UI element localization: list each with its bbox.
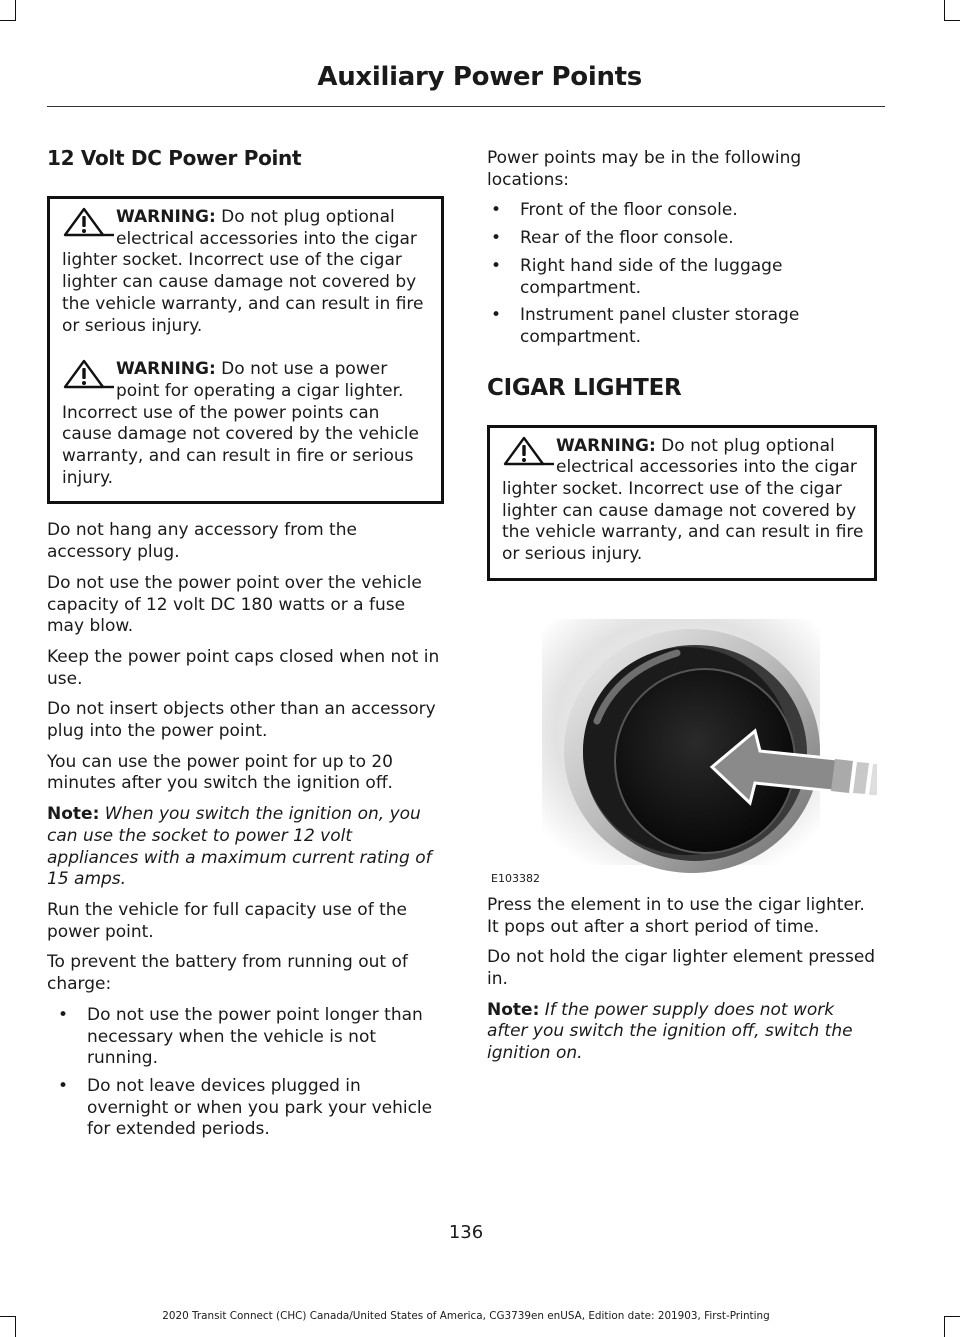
warning-keyword: WARNING: xyxy=(556,435,656,456)
header-rule xyxy=(47,106,885,107)
list-item: • Do not leave devices plugged in overnight or when you park your vehicle for extended periods. xyxy=(47,1076,444,1141)
body-paragraph: Do not hold the cigar lighter element pressed in. xyxy=(487,947,876,989)
left-column xyxy=(47,146,444,1150)
page-header-title: Auxiliary Power Points xyxy=(317,62,642,92)
note-text: When you switch the ignition on, you can use the socket to power 12 volt appliances with a maximum current rating of 15 amps. xyxy=(47,804,432,890)
warning-box xyxy=(487,425,877,581)
body-paragraph: Do not use the power point over the vehicle capacity of 12 volt DC 180 watts or a fuse may blow. xyxy=(47,572,422,637)
list-item: • Front of the floor console. xyxy=(487,200,877,222)
section-heading-power-point: 12 Volt DC Power Point xyxy=(47,146,302,170)
list-item: • Instrument panel cluster storage compartment. xyxy=(487,305,877,348)
body-paragraph: To prevent the battery from running out of charge: xyxy=(47,952,408,995)
note-paragraph xyxy=(47,804,444,891)
crop-mark xyxy=(944,1316,960,1317)
body-paragraph: Run the vehicle for full capacity use of the power point. xyxy=(47,899,407,942)
note-label: Note: xyxy=(487,999,540,1020)
note-paragraph xyxy=(487,1000,877,1065)
section-heading-cigar-lighter: CIGAR LIGHTER xyxy=(487,374,682,401)
warning-text: Do not plug optional electrical accessories into the cigar lighter socket. Incorrect use of the cigar lighter can cause damage not covered by the vehicle warranty, and can result in fire or serious injury. xyxy=(502,435,864,565)
warning-paragraph xyxy=(62,359,432,489)
body-paragraph: Do not hang any accessory from the accessory plug. xyxy=(47,520,357,563)
body-paragraph: Do not insert objects other than an accessory plug into the power point. xyxy=(47,699,436,742)
crop-mark xyxy=(0,20,16,21)
crop-mark xyxy=(944,20,960,21)
warning-text: Do not use a power point for operating a cigar lighter. Incorrect use of the power points can cause damage not covered by the vehicle warranty, and can result in fire or serious injury. xyxy=(62,359,419,488)
crop-mark xyxy=(944,0,945,21)
cigar-lighter-illustration xyxy=(487,611,877,885)
body-paragraph: Press the element in to use the cigar lighter. It pops out after a short period of time. xyxy=(487,894,865,937)
body-paragraph: You can use the power point for up to 20 minutes after you switch the ignition off. xyxy=(47,751,394,794)
list-item: • Do not use the power point longer than necessary when the vehicle is not running. xyxy=(47,1005,444,1070)
page-number: 136 xyxy=(448,1222,484,1243)
list-item: • Right hand side of the luggage compartment. xyxy=(487,256,877,299)
crop-mark xyxy=(15,0,16,21)
warning-paragraph xyxy=(62,207,432,337)
warning-keyword: WARNING: xyxy=(116,207,216,227)
bullet-list xyxy=(47,1005,444,1141)
locations-list xyxy=(487,200,877,348)
figure-id: E103382 xyxy=(491,871,540,885)
warning-paragraph xyxy=(502,436,865,566)
warning-triangle-icon xyxy=(502,436,554,466)
warning-text: Do not plug optional electrical accessories into the cigar lighter socket. Incorrect use of the cigar lighter can cause damage not covered by the vehicle warranty, and can result in fire or serious injury. xyxy=(62,207,424,336)
right-column xyxy=(487,148,877,1074)
crop-mark xyxy=(944,1316,945,1337)
warning-triangle-icon xyxy=(62,359,114,389)
note-label: Note: xyxy=(47,804,100,825)
warning-box xyxy=(47,196,444,504)
body-paragraph: Power points may be in the following locations: xyxy=(487,148,802,190)
note-text: If the power supply does not work after you switch the ignition off, switch the ignition on. xyxy=(487,999,853,1064)
warning-keyword: WARNING: xyxy=(116,359,216,380)
warning-triangle-icon xyxy=(62,207,114,237)
cigar-lighter-figure xyxy=(487,611,877,885)
list-item: • Rear of the floor console. xyxy=(487,228,877,250)
page-footer: 2020 Transit Connect (CHC) Canada/United States of America, CG3739en enUSA, Edition date: 201903, First-Printing xyxy=(162,1310,770,1322)
body-paragraph: Keep the power point caps closed when not in use. xyxy=(47,646,440,689)
